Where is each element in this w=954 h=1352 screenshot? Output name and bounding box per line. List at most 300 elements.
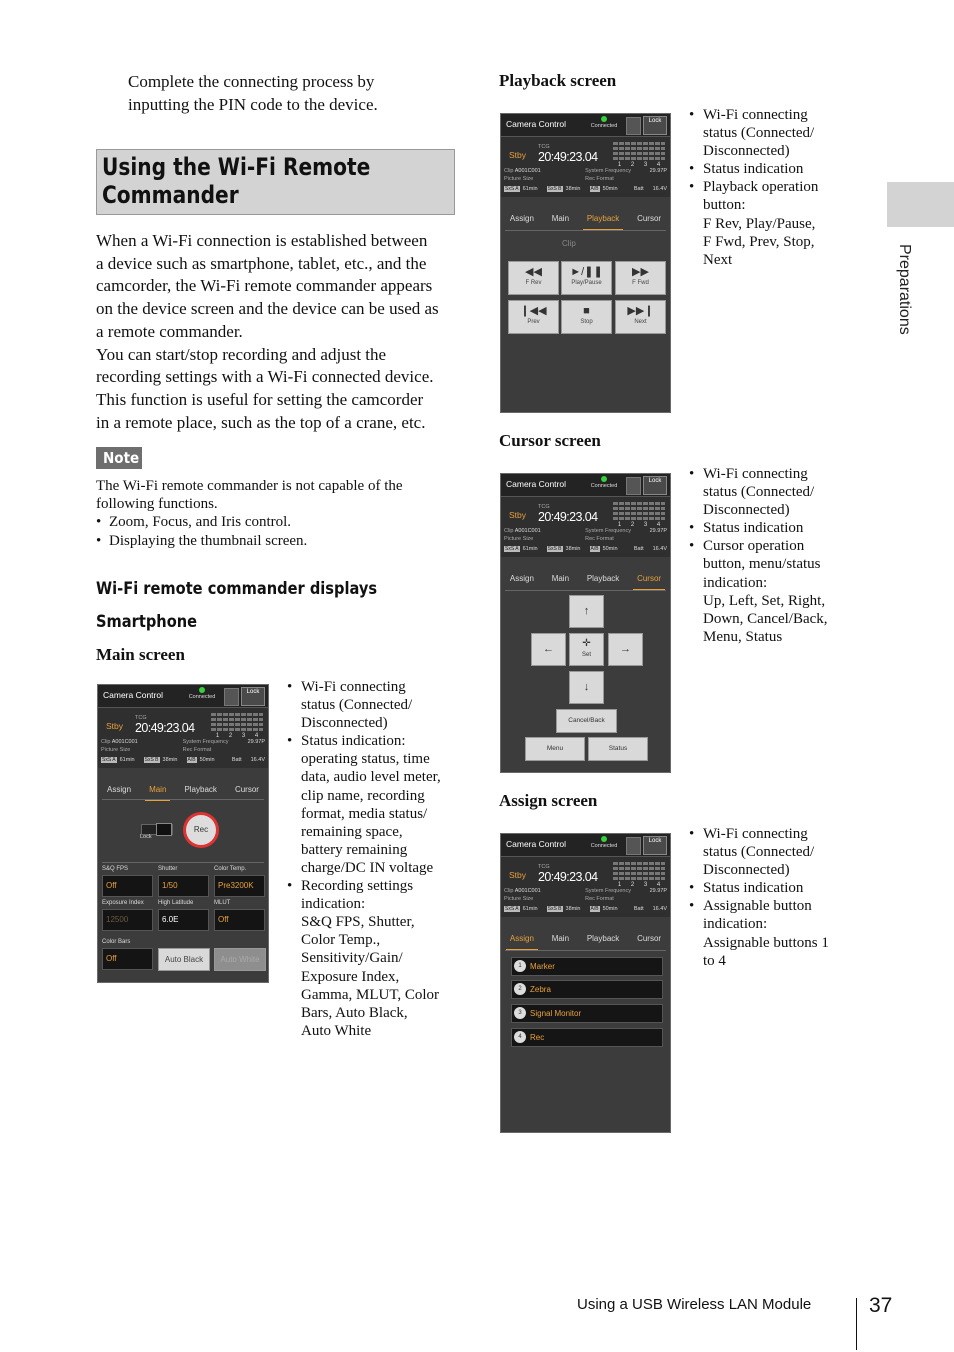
cursor-screen-image [500,473,671,773]
rec-format-label: Rec Format [585,176,614,182]
setting-value: Off [102,948,153,970]
media-b-chip: SxS B [144,757,159,763]
status-square-icon [626,117,641,135]
sys-freq-value: 29.97P [649,168,667,174]
assign-button-2 [511,980,663,999]
divider [505,230,666,231]
connected-led-icon [601,116,607,122]
divider [102,862,264,863]
right-button: → [608,633,643,666]
clip-label: Clip [504,528,514,534]
bullet-line: Assignable buttons 1 [703,934,829,951]
tab-main: Main [551,214,570,223]
assign-button-3 [511,1004,663,1023]
media-c-remaining: 50min [199,757,215,763]
setting-value: Off [102,875,153,897]
playback-next-button [615,300,666,334]
bullet-line: Up, Left, Set, Right, [703,592,826,609]
divider [102,799,264,800]
media-b-chip: SxS B [547,906,562,912]
media-c-chip: A/B [187,757,196,763]
assign-number-icon: 1 [514,960,526,972]
playback-label: Prev [527,319,540,325]
status-panel [501,857,670,917]
bullet-line: clip name, recording [301,787,425,804]
connected-label: Connected [590,123,618,129]
meter-bar [613,872,665,875]
media-a-remaining: 61min [522,906,538,912]
format-line [504,896,667,902]
side-tab-label: Preparations [896,244,913,335]
rec-format-label: Rec Format [585,536,614,542]
tcg-label: TCG [538,864,550,870]
media-status [504,186,667,192]
meter-bar [211,728,263,731]
bullet-line: to 4 [703,952,726,969]
sys-freq-label: System Frequency [585,888,631,894]
timecode: 20:49:23.04 [538,870,598,884]
meter-channel: 3 [643,162,648,168]
media-a-chip: SxS A [505,906,519,912]
tab-cursor: Cursor [637,214,662,223]
playback-f-rev-button [508,261,559,295]
auto-black-button: Auto Black [158,948,210,971]
lock-slider-knob [156,823,172,836]
meter-channel: 1 [617,522,622,528]
sys-freq-value: 29.97P [649,528,667,534]
footer-divider [856,1298,857,1350]
meter-channel: 4 [254,733,259,739]
intro-text [128,71,378,116]
status-square-icon [224,688,239,706]
clip-line [504,528,667,534]
timecode: 20:49:23.04 [538,150,598,164]
meter-channel: 2 [630,882,635,888]
bullet-line: • Wi-Fi connecting [703,466,808,482]
bullet-line: • Cursor operation [703,538,805,555]
bullet-item [287,877,457,1040]
bullet-item [287,678,457,732]
timecode: 20:49:23.04 [135,721,195,735]
status-button: Status [588,737,648,761]
connected-label: Connected [188,694,216,700]
bullet-line: • Recording settings [301,878,414,895]
section-paragraph [96,230,456,434]
note-item: • Displaying the thumbnail screen. [96,532,456,550]
bullet-line: Disconnected) [703,502,790,519]
cursor-screen-bullets [689,465,849,646]
playback-stop-button [561,300,612,334]
status-panel [501,137,670,197]
paragraph-line: on the device screen and the device can be used as [96,299,439,319]
media-c-remaining: 50min [602,186,618,192]
meter-channel: 3 [643,522,648,528]
tab-bar [501,214,670,230]
media-a-remaining: 61min [119,757,135,763]
meter-bar [613,142,665,145]
playback-label: F Rev [525,280,542,286]
clip-label: Clip [504,168,514,174]
batt-value: 16.4V [652,906,667,912]
bullet-line: indication: [703,916,768,933]
tab-cursor: Cursor [234,785,259,794]
smartphone-subheading: Smartphone [96,612,198,632]
operating-status: Stby [509,150,527,160]
app-title: Camera Control [506,479,566,489]
media-a-remaining: 61min [522,186,538,192]
sys-freq-value: 29.97P [649,888,667,894]
clip-value: A001C001 [111,739,138,745]
operating-status: Stby [106,721,124,731]
format-line [504,176,667,182]
paragraph-line: When a Wi-Fi connection is established between [96,231,428,250]
bullet-line: F Fwd, Prev, Stop, [703,233,815,250]
setting-value: 12500 [102,909,153,931]
bullet-line: Disconnected) [703,143,790,160]
playback-icon: ◀◀ [525,266,542,278]
section-title-line: Using the Wi-Fi Remote [102,153,371,181]
bullet-line: status (Connected/ [703,125,815,142]
tcg-label: TCG [135,715,147,721]
meter-bar [613,152,665,155]
assign-number-icon: 2 [514,983,526,995]
sys-freq-value: 29.97P [247,739,265,745]
bullet-line: • Wi-Fi connecting [301,679,406,695]
playback-icon: ■ [583,305,590,317]
tcg-label: TCG [538,504,550,510]
playback-icon: ►/❚❚ [570,266,603,278]
sys-freq-label: System Frequency [585,168,631,174]
paragraph-line: camcorder, the Wi-Fi remote commander appears [96,276,433,296]
batt-value: 16.4V [652,546,667,552]
meter-channel: 1 [617,882,622,888]
bullet-line: status (Connected/ [301,697,413,714]
meter-bar [613,507,665,510]
meter-bar [613,157,665,160]
clip-value: A001C001 [514,888,541,894]
operating-status: Stby [509,870,527,880]
playback-screen-bullets [689,106,849,269]
meter-bar [613,877,665,880]
bullet-line: battery remaining [301,841,408,858]
clip-mode-label: Clip [562,239,576,248]
tab-playback: Playback [586,934,620,943]
clip-label: Clip [504,888,514,894]
media-c-chip: A/B [590,186,599,192]
bullet-item [689,897,849,969]
media-a-chip: SxS A [505,546,519,552]
app-header [501,474,670,497]
app-title: Camera Control [506,839,566,849]
picture-size-label: Picture Size [101,747,131,753]
picture-size-label: Picture Size [504,176,534,182]
playback-play-pause-button [561,261,612,295]
side-tab [887,182,954,227]
bullet-line: operating status, time [301,751,430,768]
audio-level-meter [613,142,665,168]
bullet-line: • Wi-Fi connecting [703,826,808,842]
media-b-remaining: 38min [565,546,581,552]
bullet-item [689,879,849,897]
bullet-item [689,537,849,646]
bullet-line: button, menu/status [703,556,821,573]
paragraph-line: This function is useful for setting the camcorder [96,389,424,409]
bullet-line: Auto White [301,1022,372,1039]
playback-icon: ❙◀◀ [520,305,547,317]
bullet-line: • Status indication: [301,733,406,750]
rec-button: Rec [186,815,216,845]
bullet-item [689,160,849,178]
page-number: 37 [869,1294,893,1317]
media-b-remaining: 38min [162,757,178,763]
bullet-line: • Assignable button [703,898,812,915]
meter-channel: 2 [630,522,635,528]
media-status [101,757,265,763]
status-square-icon [626,477,641,495]
bullet-line: Down, Cancel/Back, [703,610,828,627]
sys-freq-label: System Frequency [182,739,229,745]
media-b-remaining: 38min [565,186,581,192]
bullet-line: • Playback operation [703,179,819,196]
bullet-line: Sensitivity/Gain/ [301,950,403,967]
auto-white-button: Auto White [214,948,266,971]
menu-button: Menu [525,737,585,761]
media-b-remaining: 38min [565,906,581,912]
app-header [501,114,670,137]
bullet-line: • Status indication [703,161,804,178]
bullet-line: button: [703,197,746,214]
sys-freq-label: System Frequency [585,528,631,534]
clip-line [101,739,265,745]
batt-label: Batt [633,186,644,192]
tab-main: Main [551,934,570,943]
assign-screen-bullets [689,825,849,970]
tab-playback: Playback [586,574,620,583]
media-status [504,546,667,552]
rec-format-label: Rec Format [182,747,212,753]
status-panel [501,497,670,557]
bullet-line: Gamma, MLUT, Color [301,986,440,1003]
set-icon: ✛ [582,638,591,649]
assign-button-1 [511,957,663,976]
paragraph-line: You can start/stop recording and adjust the [96,344,387,364]
main-screen-bullets [287,678,457,1040]
setting-label: High Latitude [158,900,194,906]
media-c-remaining: 50min [602,546,618,552]
meter-channel: 1 [617,162,622,168]
assign-label: Marker [530,962,555,971]
bullet-line: • Status indication [703,520,804,537]
assign-label: Zebra [530,985,551,994]
setting-label: Color Bars [102,939,131,945]
lock-button: Lock [643,476,667,495]
clip-line [504,168,667,174]
paragraph-line: in a remote place, such as the top of a crane, etc. [96,412,426,432]
displays-heading: Wi-Fi remote commander displays [96,579,378,599]
meter-channel: 2 [228,733,233,739]
tab-playback: Playback [583,214,623,230]
main-screen-title: Main screen [96,645,185,664]
media-c-chip: A/B [590,546,599,552]
meter-channel: 2 [630,162,635,168]
paragraph-line: recording settings with a Wi-Fi connected device. [96,367,434,387]
connected-led-icon [199,687,205,693]
audio-level-meter [613,862,665,888]
paragraph-line: a remote commander. [96,321,243,341]
tab-assign: Assign [107,785,132,794]
media-a-chip: SxS A [505,186,519,192]
app-title: Camera Control [103,690,163,700]
status-panel [98,708,268,768]
assign-label: Signal Monitor [530,1009,582,1018]
meter-bar [613,867,665,870]
tcg-label: TCG [538,144,550,150]
meter-channel: 3 [241,733,246,739]
setting-value: Pre3200K [214,875,265,897]
bullet-line: data, audio level meter, [301,769,441,786]
bullet-line: Exposure Index, [301,968,400,985]
section-title-line: Commander [102,181,239,209]
meter-bar [211,713,263,716]
bullet-line: format, media status/ [301,805,428,822]
tab-main: Main [145,785,170,801]
batt-value: 16.4V [652,186,667,192]
meter-bar [211,723,263,726]
meter-channel: 4 [656,162,661,168]
meter-bar [613,502,665,505]
playback-icon: ▶▶❙ [627,305,654,317]
tab-playback: Playback [184,785,217,794]
bullet-line: indication: [703,574,768,591]
setting-label: MLUT [214,900,231,906]
paragraph-line: a device such as smartphone, tablet, etc., and the [96,253,427,273]
tab-bar [501,934,670,950]
meter-bar [613,147,665,150]
divider [505,950,666,951]
footer-section-title: Using a USB Wireless LAN Module [577,1296,812,1313]
app-header [501,834,670,857]
clip-label: Clip [101,739,111,745]
connected-label: Connected [590,843,618,849]
connected-label: Connected [590,483,618,489]
section-title [102,153,370,209]
playback-f-fwd-button [615,261,666,295]
meter-channel: 3 [643,882,648,888]
setting-label: Color Temp. [214,866,247,872]
bullet-line: Disconnected) [703,862,790,879]
tab-assign: Assign [506,934,538,950]
assign-button-4 [511,1028,663,1047]
tab-main: Main [551,574,570,583]
app-title: Camera Control [506,119,566,129]
bullet-item [287,732,457,877]
bullet-line: charge/DC IN voltage [301,859,434,876]
meter-channel: 1 [215,733,220,739]
playback-label: F Fwd [632,280,649,286]
batt-label: Batt [231,757,242,763]
audio-level-meter [211,713,263,739]
note-line: The Wi-Fi remote commander is not capable of the [96,478,403,494]
lock-button: Lock [643,116,667,135]
playback-screen-title: Playback screen [499,71,617,90]
setting-label: S&Q FPS [102,866,129,872]
intro-line: Complete the connecting process by [128,72,375,91]
bullet-line: Disconnected) [301,715,388,732]
format-line [504,536,667,542]
assign-label: Rec [530,1033,545,1042]
bullet-line: status (Connected/ [703,484,815,501]
batt-value: 16.4V [250,757,265,763]
tab-assign: Assign [509,574,534,583]
assign-number-icon: 3 [514,1007,526,1019]
audio-level-meter [613,502,665,528]
bullet-line: indication: [301,896,366,913]
bullet-line: • Wi-Fi connecting [703,107,808,123]
media-a-chip: SxS A [102,757,116,763]
note-badge [96,447,142,469]
media-c-chip: A/B [590,906,599,912]
bullet-line: status (Connected/ [703,844,815,861]
tab-bar [501,574,670,590]
rec-format-label: Rec Format [585,896,614,902]
intro-line: inputting the PIN code to the device. [128,94,378,114]
bullet-item [689,519,849,537]
connected-led-icon [601,476,607,482]
tab-assign: Assign [509,214,534,223]
connection-status [182,687,222,700]
bullet-line: Menu, Status [703,628,783,645]
picture-size-label: Picture Size [504,896,534,902]
timecode: 20:49:23.04 [538,510,598,524]
assign-screen-image [500,833,671,1133]
playback-label: Stop [580,319,593,325]
note-text [96,477,456,550]
meter-bar [613,517,665,520]
set-button [569,633,604,666]
meter-bar [211,718,263,721]
setting-value: Off [214,909,265,931]
meter-bar [613,862,665,865]
lock-button: Lock [241,687,265,706]
tab-cursor: Cursor [637,934,662,943]
meter-bar [613,512,665,515]
playback-label: Next [634,319,647,325]
meter-channel: 4 [656,522,661,528]
clip-value: A001C001 [514,168,541,174]
bullet-line: remaining space, [301,823,403,840]
up-button: ↑ [569,595,604,628]
section-title-box [96,149,455,215]
media-a-remaining: 61min [522,546,538,552]
tab-cursor: Cursor [633,574,665,590]
batt-label: Batt [633,906,644,912]
divider [505,590,666,591]
bullet-item [689,106,849,160]
lock-label: Lock [140,834,152,840]
bullet-line: Next [703,251,733,268]
clip-line [504,888,667,894]
setting-label: Exposure Index [102,900,144,906]
bullet-line: Bars, Auto Black, [301,1004,408,1021]
setting-value: 1/50 [158,875,209,897]
media-status [504,906,667,912]
setting-value: 6.0E [158,909,209,931]
batt-label: Batt [633,546,644,552]
connection-status [584,116,624,129]
note-label: Note [103,449,140,467]
playback-screen-image [500,113,671,413]
operating-status: Stby [509,510,527,520]
